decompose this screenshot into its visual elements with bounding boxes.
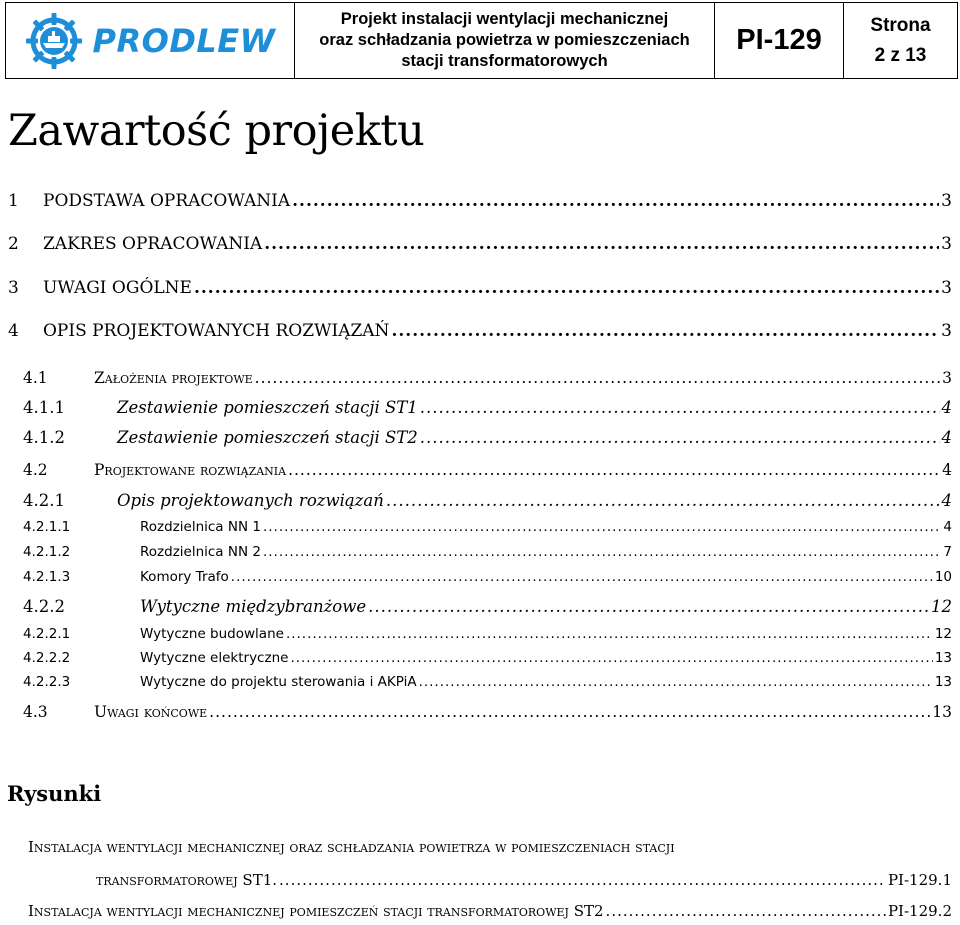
toc-entry[interactable] — [23, 544, 952, 560]
logo-cell — [6, 3, 295, 78]
toc-entry-number: 4.2.2.1 — [23, 626, 71, 642]
toc-entry[interactable] — [8, 321, 952, 341]
figure-entry-page: PI-129.1 — [887, 871, 952, 889]
toc-entry-number: 1 — [8, 191, 19, 211]
toc-entry-page: 13 — [934, 674, 952, 690]
toc-leader — [420, 398, 940, 417]
toc-leader — [391, 321, 939, 341]
page-title: Zawartość projektu — [8, 106, 425, 156]
toc-entry-number: 4.2.2.3 — [23, 674, 71, 690]
toc-entry-number: 4 — [8, 321, 19, 341]
toc-entry-page: 3 — [941, 278, 952, 298]
toc-entry[interactable] — [23, 650, 952, 666]
document-code — [715, 3, 844, 78]
toc-entry-page: 4 — [943, 519, 952, 535]
toc-leader — [231, 569, 933, 585]
toc-entry-page: 7 — [943, 544, 952, 560]
toc-entry[interactable] — [23, 461, 952, 479]
toc-entry-number: 4.1.1 — [23, 398, 65, 417]
toc-entry[interactable] — [23, 491, 952, 510]
toc-entry-page: 12 — [931, 597, 952, 616]
toc-entry[interactable] — [23, 597, 952, 616]
toc-entry-title: Wytyczne budowlane — [140, 626, 284, 642]
toc-entry[interactable] — [23, 398, 952, 417]
figure-entry[interactable] — [28, 902, 952, 920]
toc-entry-number: 4.2.1.1 — [23, 519, 71, 535]
toc-leader — [263, 519, 941, 535]
toc-entry-title: Założenia projektowe — [94, 369, 253, 387]
toc-leader — [264, 234, 939, 254]
toc-entry-number: 4.3 — [23, 703, 48, 721]
toc-entry-number: 4.1 — [23, 369, 48, 387]
figure-entry[interactable] — [96, 871, 952, 889]
toc-leader — [606, 902, 886, 920]
toc-entry-title: Wytyczne do projektu sterowania i AKPiA — [140, 674, 417, 690]
figure-entry-title: Instalacja wentylacji mechanicznej pomieszczeń stacji transformatorowej ST2 — [28, 902, 604, 920]
toc-entry-number: 2 — [8, 234, 19, 254]
toc-leader — [292, 191, 939, 211]
toc-entry-title: Opis projektowanych rozwiązań — [117, 491, 384, 510]
toc-leader — [386, 491, 940, 510]
toc-entry-page: 3 — [941, 234, 952, 254]
project-title-line: stacji transformatorowych — [401, 52, 608, 70]
toc-entry-number: 4.2.2.2 — [23, 650, 71, 666]
figure-entry-line[interactable] — [28, 838, 675, 856]
project-title-line: oraz schładzania powietrza w pomieszczeniach — [319, 31, 690, 49]
toc-entry-page: 13 — [932, 703, 952, 721]
toc-entry-page: 4 — [941, 398, 952, 417]
toc-entry-page: 10 — [934, 569, 952, 585]
toc-entry-title: PODSTAWA OPRACOWANIA — [43, 191, 291, 211]
toc-entry-title: OPIS PROJEKTOWANYCH ROZWIĄZAŃ — [43, 321, 390, 341]
toc-entry-title: Komory Trafo — [140, 569, 229, 585]
toc-entry-title: Zestawienie pomieszczeń stacji ST1 — [117, 398, 418, 417]
toc-entry[interactable] — [23, 703, 952, 721]
toc-leader — [263, 544, 941, 560]
toc-leader — [286, 626, 933, 642]
toc-entry[interactable] — [23, 369, 952, 387]
document-code-text: PI-129 — [736, 24, 822, 56]
toc-entry-number: 4.2.1.2 — [23, 544, 71, 560]
toc-leader — [255, 369, 940, 387]
project-title-line: Projekt instalacji wentylacji mechanicznej — [340, 10, 669, 28]
toc-entry-title: Uwagi końcowe — [94, 703, 208, 721]
toc-entry-title: Rozdzielnica NN 1 — [140, 519, 261, 535]
toc-entry[interactable] — [23, 569, 952, 585]
toc-entry-number: 4.2.1.3 — [23, 569, 71, 585]
toc-entry[interactable] — [8, 234, 952, 254]
toc-entry-title: ZAKRES OPRACOWANIA — [43, 234, 263, 254]
toc-entry[interactable] — [23, 674, 952, 690]
toc-entry-number: 3 — [8, 278, 19, 298]
toc-entry-title: Wytyczne elektryczne — [140, 650, 289, 666]
toc-entry[interactable] — [23, 428, 952, 447]
toc-leader — [290, 650, 932, 666]
toc-leader — [368, 597, 929, 616]
toc-entry[interactable] — [23, 626, 952, 642]
toc-entry-title: UWAGI OGÓLNE — [43, 278, 192, 298]
toc-entry-page: 4 — [941, 428, 952, 447]
toc-entry-number: 4.2.1 — [23, 491, 65, 510]
page-label: Strona — [870, 14, 931, 36]
toc-leader — [420, 428, 940, 447]
page-indicator — [844, 3, 957, 78]
toc-entry-page: 4 — [941, 491, 952, 510]
toc-entry-number: 4.2 — [23, 461, 48, 479]
toc-leader — [209, 703, 930, 721]
company-logo — [25, 12, 276, 70]
toc-entry-page: 3 — [941, 191, 952, 211]
toc-entry-title: Wytyczne międzybranżowe — [140, 597, 367, 616]
project-title — [295, 3, 715, 78]
toc-entry-page: 3 — [941, 321, 952, 341]
toc-entry[interactable] — [8, 278, 952, 298]
document-header — [5, 2, 958, 79]
toc-entry[interactable] — [23, 519, 952, 535]
toc-leader — [288, 461, 940, 479]
toc-entry[interactable] — [8, 191, 952, 211]
toc-entry-title: Rozdzielnica NN 2 — [140, 544, 261, 560]
toc-leader — [194, 278, 939, 298]
toc-entry-number: 4.1.2 — [23, 428, 65, 447]
figure-entry-title-continued: transformatorowej ST1. — [96, 871, 278, 889]
toc-leader — [419, 674, 933, 690]
toc-entry-page: 12 — [934, 626, 952, 642]
ship-wheel-icon — [25, 12, 83, 70]
logo-wordmark: PRODLEW — [92, 21, 276, 60]
figure-entry-title: Instalacja wentylacji mechanicznej oraz schładzania powietrza w pomieszczeniach stacji — [28, 838, 675, 856]
toc-entry-page: 3 — [942, 369, 952, 387]
figure-entry-page: PI-129.2 — [887, 902, 952, 920]
toc-entry-title: Zestawienie pomieszczeń stacji ST2 — [117, 428, 418, 447]
toc-entry-title: Projektowane rozwiązania — [94, 461, 287, 479]
page-value: 2 z 13 — [874, 44, 927, 66]
figures-heading: Rysunki — [7, 781, 102, 806]
toc-leader — [279, 871, 886, 889]
toc-entry-page: 13 — [934, 650, 952, 666]
toc-entry-page: 4 — [942, 461, 952, 479]
toc-entry-number: 4.2.2 — [23, 597, 65, 616]
